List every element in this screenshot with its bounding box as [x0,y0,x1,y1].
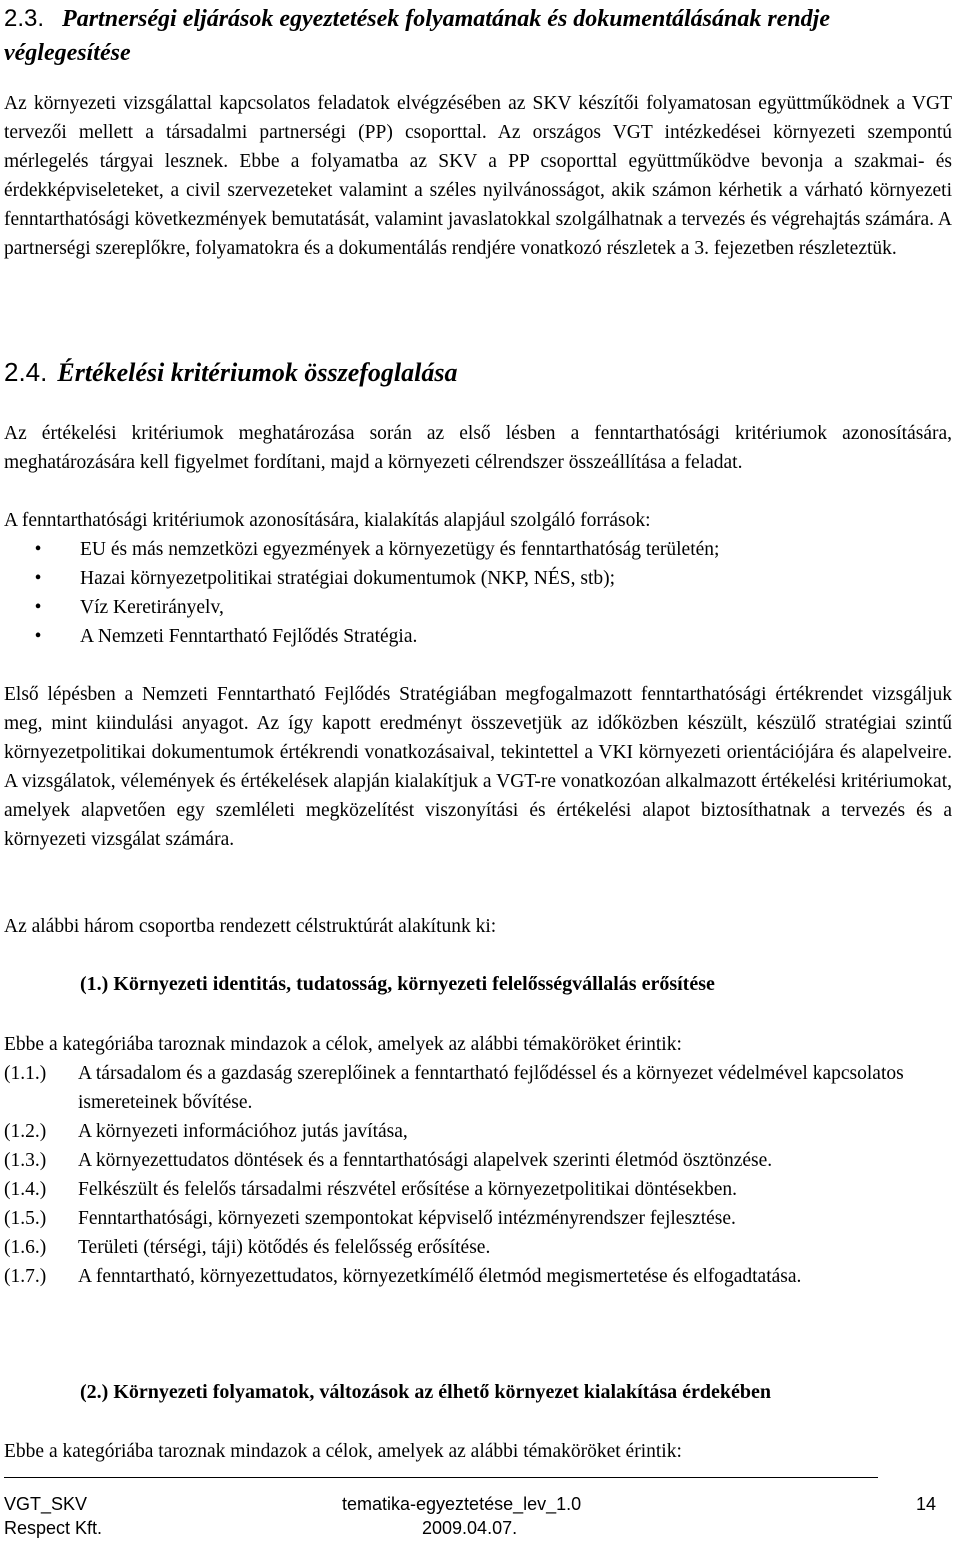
list-item-label: (1.2.) [4,1121,47,1142]
footer-date: 2009.04.07. [422,1518,518,1538]
section-title: Értékelési kritériumok összefoglalása [57,358,458,387]
list-item [4,593,719,622]
bullet-icon: • [34,539,42,560]
footer-divider [4,1477,878,1478]
list-item-label: (1.7.) [4,1266,47,1287]
bullet-icon: • [34,626,42,647]
list-item-text: A környezettudatos döntések és a fenntarthatósági alapelvek szerinti életmód ösztönzése. [78,1150,773,1171]
section-heading-2-4 [4,355,458,390]
list-item-label: (1.3.) [4,1150,47,1171]
list-item [4,622,719,651]
list-item-text: Hazai környezetpolitikai stratégiai dokumentumok (NKP, NÉS, stb); [80,568,616,589]
section-heading-2-3 [4,2,954,70]
list-item-label: (1.4.) [4,1179,47,1200]
list-item [4,1146,944,1175]
page-number: 14 [915,1494,936,1514]
list-item-label: (1.6.) [4,1237,47,1258]
list-item [4,564,719,593]
paragraph-partnership: Az környezeti vizsgálattal kapcsolatos feladatok elvégzésében az SKV készítői folyamatosan együttműködnek a VGT tervezői mellett a társadalmi partnerségi (PP) csoporttal. Az országos VGT intézkedései környezeti szempontú mérlegelés tárgyai lesznek. Ebbe a folyamatba az SKV a PP csoporttal együttműködve bevonja a szakmai- és érdekképviseleteket, a civil szervezeteket valamint a széles nyilvánosságot, akik számon kérhetik a várható környezeti fenntarthatósági következmények bemutatását, valamint javaslatokkal szolgálhatnak a tervezés és végrehajtás számára. A partnerségi szereplőkre, folyamatokra és a dokumentálás rendjére vonatkozó részletek a 3. fejezetben részleteztük. [4,93,952,259]
category-2-intro: Ebbe a kategóriába taroznak mindazok a célok, amelyek az alábbi témaköröket érintik: [4,1441,682,1462]
list-item [4,1175,944,1204]
list-item [4,535,719,564]
list-item [4,1117,944,1146]
footer-project: VGT_SKV [4,1494,88,1514]
list-item-text: Felkészült és felelős társadalmi részvétel erősítése a környezetpolitikai döntésekben. [78,1179,737,1200]
paragraph-structure-intro: Az alábbi három csoportba rendezett célstruktúrát alakítunk ki: [4,916,497,937]
section-number: 2.3. [4,5,45,32]
list-item-text: A társadalom és a gazdaság szereplőinek a fenntartható fejlődéssel és a környezet védelmével kapcsolatos ismereteinek bővítése. [78,1063,904,1113]
paragraph-criteria-intro: Az értékelési kritériumok meghatározása során az első lésben a fenntarthatósági kritériumok azonosítására, meghatározására kell figyelmet fordítani, majd a környezeti célrendszer összeállítása a feladat. [4,423,952,473]
section-number: 2.4. [4,357,48,387]
list-item-label: (1.5.) [4,1208,47,1229]
category-1-intro: Ebbe a kategóriába taroznak mindazok a célok, amelyek az alábbi témaköröket érintik: [4,1034,682,1055]
list-item-label: (1.1.) [4,1063,47,1084]
footer-filename: tematika-egyeztetése_lev_1.0 [342,1494,582,1514]
list-item [4,1262,944,1291]
list-item [4,1059,944,1117]
footer-company: Respect Kft. [4,1518,103,1538]
list-item-text: A fenntartható, környezettudatos, környezetkímélő életmód megismertetése és elfogadtatása. [78,1266,802,1287]
list-item-text: EU és más nemzetközi egyezmények a környezetügy és fenntarthatóság területén; [80,539,720,560]
bullet-icon: • [34,568,42,589]
footer-left [4,1492,102,1540]
category-1-list [4,1059,944,1291]
list-item-text: Fenntarthatósági, környezeti szempontokat képviselő intézményrendszer fejlesztése. [78,1208,736,1229]
list-item-text: Területi (térségi, táji) kötődés és felelősség erősítése. [78,1237,491,1258]
footer-right [916,1492,936,1516]
paragraph-methodology: Első lépésben a Nemzeti Fenntartható Fejlődés Stratégiában megfogalmazott fenntarthatósági értékrendet vizsgáljuk meg, mint kiindulási anyagot. Az így kapott eredményt összevetjük az időközben készült, készülő stratégiai szintű környezetpolitikai dokumentumok értékrendi vonatkozásaival, tekintettel a VKI környezeti orientációjára és alapelveire. A vizsgálatok, vélemények és értékelések alapján kialakítjuk a VGT-re vonatkozóan alkalmazott értékelési kritériumokat, amelyek alapvetően egy szemléleti megközelítést viszonyítási és értékelési alapot biztosíthatnak a tervezés és a környezeti vizsgálat számára. [4,684,952,850]
footer-center [342,1492,581,1540]
sources-list [4,535,719,651]
list-item [4,1204,944,1233]
list-item-text: A környezeti információhoz jutás javítása, [78,1121,408,1142]
list-item-text: A Nemzeti Fenntartható Fejlődés Stratégia. [80,626,418,647]
paragraph-sources-intro: A fenntarthatósági kritériumok azonosítására, kialakítás alapjául szolgáló források: [4,510,651,531]
category-2-title: (2.) Környezeti folyamatok, változások az élhető környezet kialakítása érdekében [80,1381,772,1403]
list-item [4,1233,944,1262]
section-title: Partnerségi eljárások egyeztetések folyamatának és dokumentálásának rendje véglegesítése [4,6,830,66]
category-1-title: (1.) Környezeti identitás, tudatosság, környezeti felelősségvállalás erősítése [80,973,715,995]
list-item-text: Víz Keretirányelv, [80,597,224,618]
bullet-icon: • [34,597,42,618]
